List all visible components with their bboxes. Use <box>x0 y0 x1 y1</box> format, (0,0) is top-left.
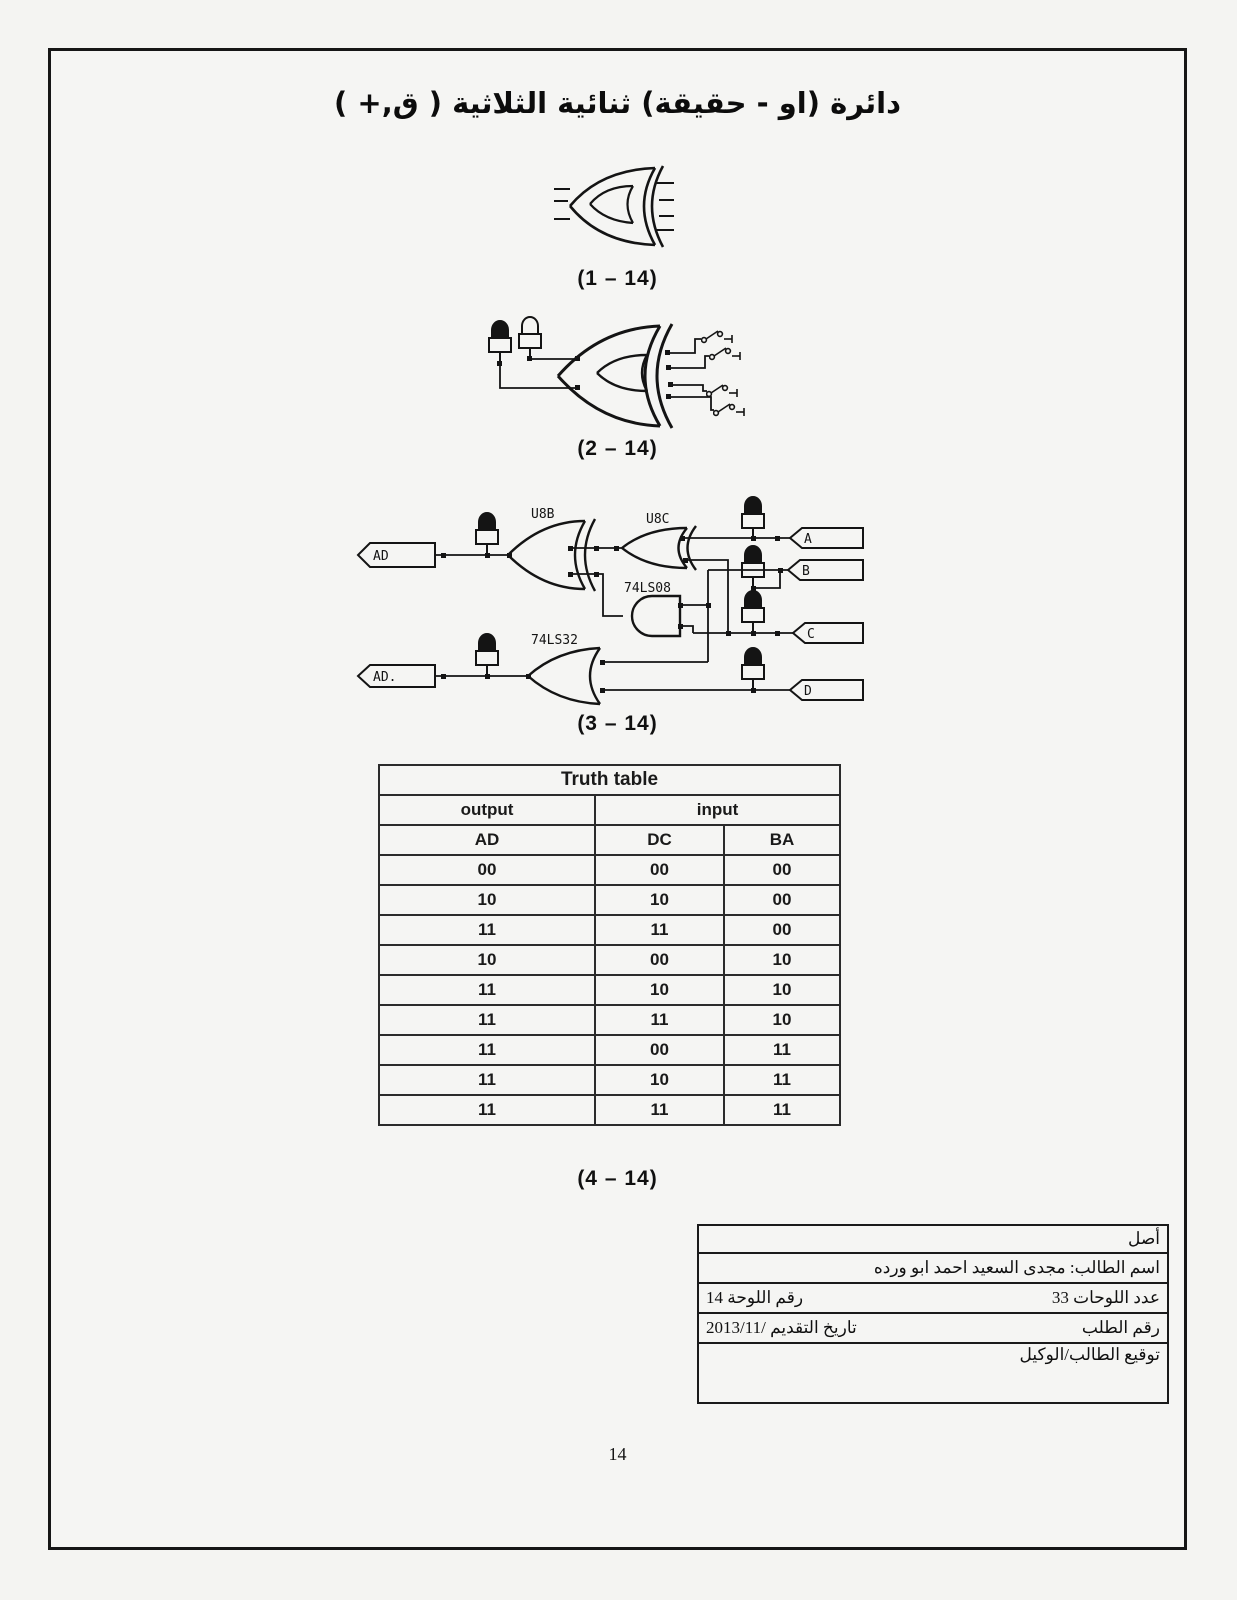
truth-cell: 11 <box>379 975 595 1005</box>
truth-row <box>379 1095 840 1125</box>
truth-row <box>379 975 840 1005</box>
toggle-switch-icon <box>710 348 740 360</box>
title-block-row-student-name <box>699 1254 1167 1284</box>
truth-cell: 10 <box>595 975 724 1005</box>
connector-label-b: B <box>802 564 810 579</box>
gate-label-u8c: U8C <box>646 512 670 527</box>
truth-table-title: Truth table <box>379 765 840 795</box>
truth-cell: 10 <box>595 885 724 915</box>
or-gate-inner-outline <box>590 186 633 223</box>
title-block-row-origin <box>699 1226 1167 1254</box>
truth-cell: 10 <box>595 1065 724 1095</box>
toggle-switch-icon <box>702 331 732 343</box>
page-title: دائرة (او - حقيقة) ثنائية الثلاثية ( ق,+ ) <box>334 86 901 120</box>
truth-cell: 10 <box>379 885 595 915</box>
xor-gate-u8b <box>508 519 595 591</box>
led-indicator-open-icon <box>519 317 541 359</box>
connector-label-ad: AD <box>373 549 389 564</box>
led-indicator-filled-icon <box>489 321 511 363</box>
title-block-row-sheets <box>699 1284 1167 1314</box>
figure-2-gate-test-circuit <box>425 303 785 441</box>
truth-cell: 11 <box>379 1065 595 1095</box>
circuit-wires <box>435 538 793 690</box>
truth-col-ba: BA <box>724 825 840 855</box>
or-gate-icon <box>540 158 690 278</box>
led-indicator-icon <box>742 591 764 633</box>
truth-row <box>379 915 840 945</box>
connector-label-a: A <box>804 532 812 547</box>
truth-cell: 00 <box>595 1035 724 1065</box>
gate-test-circuit-drawing <box>425 303 785 441</box>
led-indicator-icon <box>476 513 498 555</box>
truth-col-ad: AD <box>379 825 595 855</box>
truth-group-input: input <box>595 795 840 825</box>
student-name-label: اسم الطالب: مجدى السعيد احمد ابو ورده <box>873 1258 1160 1277</box>
or-gate-outline <box>558 324 672 428</box>
led-indicator-icon <box>742 546 764 588</box>
gate-label-u8b: U8B <box>531 507 555 522</box>
figure-3-caption: (3 – 14) <box>577 712 658 735</box>
connector-a <box>790 528 863 548</box>
or-gate-inner-outline <box>597 355 647 391</box>
truth-cell: 11 <box>595 1005 724 1035</box>
truth-table <box>378 764 841 1126</box>
truth-cell: 11 <box>595 1095 724 1125</box>
truth-cell: 11 <box>724 1095 840 1125</box>
truth-row <box>379 1005 840 1035</box>
led-indicator-icon <box>742 648 764 690</box>
xor-gate-u8c <box>622 526 696 570</box>
connector-d <box>790 680 863 700</box>
truth-row <box>379 945 840 975</box>
truth-cell: 11 <box>379 1035 595 1065</box>
truth-group-output: output <box>379 795 595 825</box>
truth-cell: 10 <box>379 945 595 975</box>
schematic-drawing <box>352 476 872 710</box>
figure-3-schematic <box>352 476 872 710</box>
request-number-label: رقم الطلب <box>1081 1318 1160 1337</box>
sheet-number-label: رقم اللوحة 14 <box>706 1288 804 1307</box>
truth-cell: 10 <box>724 975 840 1005</box>
signature-label: توقيع الطالب/الوكيل <box>1019 1345 1160 1364</box>
truth-cell: 11 <box>379 915 595 945</box>
or-gate-74ls32 <box>528 648 600 704</box>
truth-col-dc: DC <box>595 825 724 855</box>
connector-label-ad-dot: AD. <box>373 670 397 685</box>
truth-row <box>379 1065 840 1095</box>
truth-cell: 00 <box>724 915 840 945</box>
figure-1-caption: (1 – 14) <box>577 267 658 290</box>
truth-cell: 00 <box>724 855 840 885</box>
connector-b <box>788 560 863 580</box>
figure-4-caption: (4 – 14) <box>577 1167 658 1190</box>
connector-flags <box>358 528 863 700</box>
gate-label-74ls08: 74LS08 <box>624 581 671 596</box>
truth-row <box>379 855 840 885</box>
page-number: 14 <box>608 1444 627 1464</box>
truth-cell: 11 <box>724 1065 840 1095</box>
truth-cell: 00 <box>595 855 724 885</box>
truth-row <box>379 885 840 915</box>
truth-cell: 00 <box>724 885 840 915</box>
truth-cell: 11 <box>595 915 724 945</box>
origin-label: أصل <box>1127 1229 1160 1248</box>
connector-ad-dot <box>358 665 435 687</box>
truth-cell: 11 <box>379 1095 595 1125</box>
circuit-wires <box>500 339 714 410</box>
toggle-switch-icon <box>714 404 744 416</box>
truth-row <box>379 1035 840 1065</box>
or-gate-outline <box>570 166 663 247</box>
title-block-row-request <box>699 1314 1167 1344</box>
truth-cell: 11 <box>724 1035 840 1065</box>
truth-cell: 10 <box>724 1005 840 1035</box>
title-block-row-signature <box>699 1344 1167 1402</box>
truth-cell: 11 <box>379 1005 595 1035</box>
connector-c <box>793 623 863 643</box>
connector-label-c: C <box>807 627 815 642</box>
junction-dots <box>441 536 783 693</box>
led-indicator-icon <box>742 497 764 539</box>
gate-label-74ls32: 74LS32 <box>531 633 578 648</box>
figure-2-caption: (2 – 14) <box>577 437 658 460</box>
submission-date-label: تاريخ التقديم /2013/11 <box>706 1318 857 1337</box>
connector-ad <box>358 543 435 567</box>
truth-cell: 00 <box>595 945 724 975</box>
sheet-count-label: عدد اللوحات 33 <box>1051 1288 1160 1307</box>
truth-cell: 00 <box>379 855 595 885</box>
figure-1-or-gate-symbol <box>540 158 690 278</box>
truth-cell: 10 <box>724 945 840 975</box>
led-indicator-icon <box>476 634 498 676</box>
title-block-table <box>697 1224 1169 1404</box>
connector-label-d: D <box>804 684 812 699</box>
toggle-switch-icon <box>707 385 737 397</box>
and-gate-74ls08 <box>632 596 680 636</box>
